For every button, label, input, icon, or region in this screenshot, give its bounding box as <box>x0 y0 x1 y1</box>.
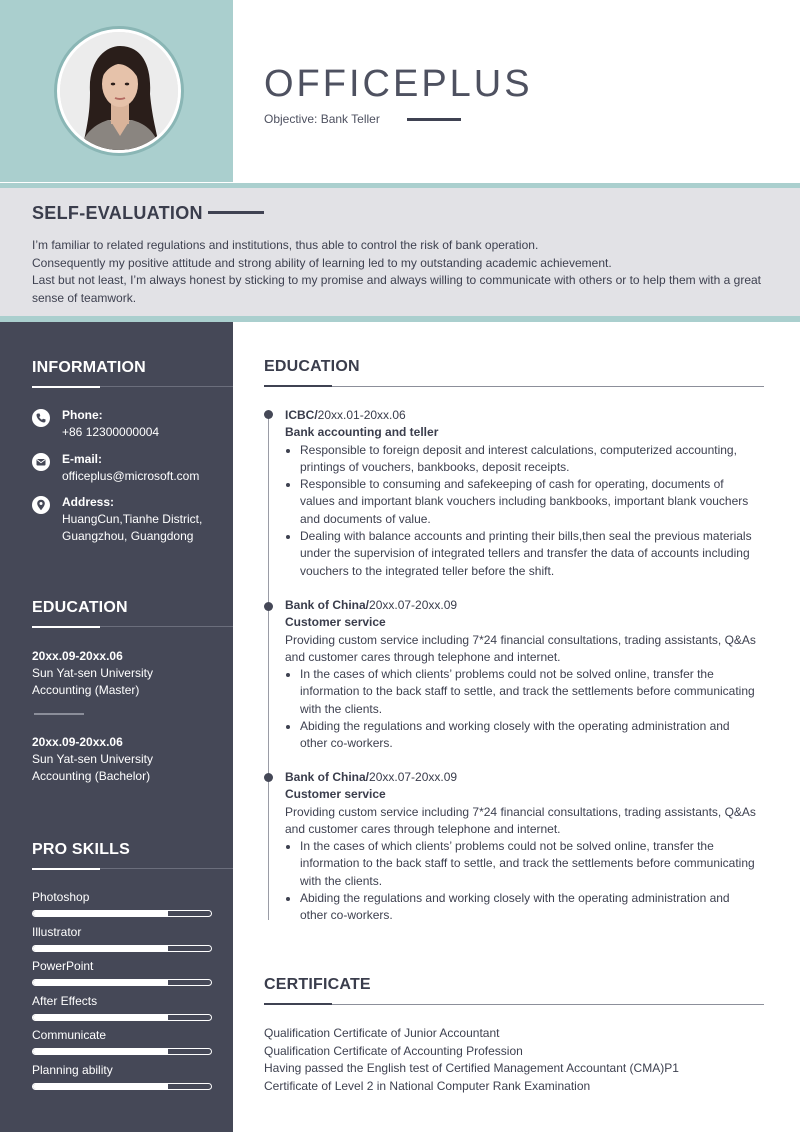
experience-item <box>285 597 760 753</box>
edu-school: Sun Yat-sen University <box>32 752 153 766</box>
skills-title: PRO SKILLS <box>32 841 131 858</box>
skill-communicate <box>32 1028 214 1055</box>
skill-fill <box>33 911 168 916</box>
skill-label: After Effects <box>32 994 98 1008</box>
skill-label: PowerPoint <box>32 959 94 973</box>
experience-bullet: • In the cases of which clients’ problems could not be solved online, transfer the information to the back staff to settle, and track the settlements before communicating with the clients. <box>300 666 760 718</box>
certificate-title: CERTIFICATE <box>264 976 371 993</box>
resume-name: OFFICEPLUS <box>264 63 533 105</box>
self-evaluation-accent-line <box>208 211 264 214</box>
timeline-line <box>268 414 269 920</box>
skill-after-effects <box>32 994 214 1021</box>
skill-fill <box>33 1049 168 1054</box>
skill-planning-ability <box>32 1063 214 1090</box>
skill-illustrator <box>32 925 214 952</box>
timeline-dot <box>264 410 273 419</box>
skill-fill <box>33 1015 168 1020</box>
experience-org: Bank of China/ <box>285 598 370 612</box>
education-rule <box>264 386 764 387</box>
skill-label: Communicate <box>32 1028 107 1042</box>
side-education-underline <box>32 626 100 628</box>
email-label: E-mail: <box>62 452 103 466</box>
certificate-rule <box>264 1004 764 1005</box>
address-line: HuangCun,Tianhe District, <box>62 512 203 526</box>
email-value: officeplus@microsoft.com <box>62 469 200 483</box>
experience-bullet: • Abiding the regulations and working closely with the operating administration and other co-workers. <box>300 890 760 925</box>
experience-heading <box>285 407 760 424</box>
education-separator <box>34 713 84 715</box>
experience-role: Customer service <box>285 615 386 630</box>
side-education-title: EDUCATION <box>32 599 128 616</box>
experience-bullet: • In the cases of which clients’ problems could not be solved online, transfer the information to the back staff to settle, and track the settlements before communicating with the clients. <box>300 838 760 890</box>
address-line: Guangzhou, Guangdong <box>62 529 194 543</box>
skill-bar <box>32 945 212 952</box>
skill-fill <box>33 980 168 985</box>
side-education-item <box>32 648 222 699</box>
skills-underline <box>32 868 100 870</box>
experience-range: 20xx.07-20xx.09 <box>369 598 458 612</box>
skill-label: Illustrator <box>32 925 82 939</box>
experience-item <box>285 407 760 580</box>
skill-photoshop <box>32 890 214 917</box>
experience-role: Bank accounting and teller <box>285 425 439 440</box>
timeline-dot <box>264 602 273 611</box>
skill-fill <box>33 946 168 951</box>
experience-bullets <box>285 838 760 924</box>
objective-text: Objective: Bank Teller <box>264 112 380 126</box>
certificate-item: Certificate of Level 2 in National Computer Rank Examination <box>264 1078 591 1093</box>
location-icon <box>32 496 50 514</box>
information-rule <box>100 386 233 387</box>
experience-range: 20xx.01-20xx.06 <box>317 408 406 422</box>
address-label: Address: <box>62 495 115 509</box>
edu-degree: Accounting (Master) <box>32 683 140 697</box>
email-icon <box>32 453 50 471</box>
skill-bar <box>32 979 212 986</box>
experience-bullets <box>285 666 760 752</box>
self-evaluation-title: SELF-EVALUATION <box>32 203 203 223</box>
experience-intro: Providing custom service including 7*24 financial consultations, trading assistants, Q&As and customer cares through telephone and internet. <box>285 632 756 664</box>
skill-bar <box>32 1014 212 1021</box>
certificate-rule-accent <box>264 1003 332 1005</box>
certificate-item: Qualification Certificate of Accounting Profession <box>264 1043 523 1058</box>
contact-phone <box>32 407 227 441</box>
skills-rule <box>100 868 233 869</box>
self-evaluation-line: Consequently my positive attitude and strong ability of learning led to my outstanding academic achievement. <box>32 255 612 270</box>
experience-bullet: • Dealing with balance accounts and printing their bills,then seal the previous materials under the supervision of integrated tellers and transfer the data of accounts including vouchers to the integrated teller before the shift. <box>300 528 760 580</box>
certificate-list <box>264 1025 764 1095</box>
side-education-rule <box>100 626 233 627</box>
experience-item <box>285 769 760 925</box>
experience-bullet: • Responsible to foreign deposit and interest calculations, computerized accounting, printings of vouchers, bankbooks, deposit receipts. <box>300 442 760 477</box>
experience-org: Bank of China/ <box>285 770 370 784</box>
skill-fill <box>33 1084 168 1089</box>
experience-bullet: • Abiding the regulations and working closely with the operating administration and other co-workers. <box>300 718 760 753</box>
phone-label: Phone: <box>62 408 103 422</box>
experience-bullet: • Responsible to consuming and safekeeping of cash for operating, documents of values and important blank vouchers including bankbooks, important blank vouchers and documents of value. <box>300 476 760 528</box>
experience-range: 20xx.07-20xx.09 <box>369 770 458 784</box>
skill-label: Planning ability <box>32 1063 113 1077</box>
edu-school: Sun Yat-sen University <box>32 666 153 680</box>
skill-label: Photoshop <box>32 890 90 904</box>
experience-heading <box>285 769 760 786</box>
phone-icon <box>32 409 50 427</box>
contact-email <box>32 451 227 485</box>
skill-bar <box>32 1083 212 1090</box>
education-rule-accent <box>264 385 332 387</box>
certificate-item: Having passed the English test of Certified Management Accountant (CMA)P1 <box>264 1061 679 1075</box>
profile-photo <box>60 32 178 150</box>
experience-bullets <box>285 442 760 580</box>
self-evaluation-text <box>32 237 772 307</box>
phone-value: +86 12300000004 <box>62 425 160 439</box>
certificate-item: Qualification Certificate of Junior Accountant <box>264 1026 500 1040</box>
timeline-dot <box>264 773 273 782</box>
experience-intro: Providing custom service including 7*24 financial consultations, trading assistants, Q&As and customer cares through telephone and internet. <box>285 804 756 836</box>
skill-bar <box>32 1048 212 1055</box>
information-underline <box>32 386 100 388</box>
edu-date: 20xx.09-20xx.06 <box>32 649 123 663</box>
edu-degree: Accounting (Bachelor) <box>32 769 151 783</box>
self-evaluation-line: I’m familiar to related regulations and institutions, thus able to control the risk of bank operation. <box>32 238 539 252</box>
objective-accent-line <box>407 118 461 121</box>
information-title: INFORMATION <box>32 359 146 376</box>
side-education-item <box>32 734 222 785</box>
skill-bar <box>32 910 212 917</box>
skill-powerpoint <box>32 959 214 986</box>
experience-org: ICBC/ <box>285 408 318 422</box>
self-evaluation-line: Last but not least, I’m always honest by sticking to my promise and always willing to communicate with others or to help them with a great sense of teamwork. <box>32 273 761 305</box>
contact-address <box>32 494 227 545</box>
experience-role: Customer service <box>285 787 386 802</box>
education-title: EDUCATION <box>264 358 360 375</box>
edu-date: 20xx.09-20xx.06 <box>32 735 123 749</box>
experience-heading <box>285 597 760 614</box>
